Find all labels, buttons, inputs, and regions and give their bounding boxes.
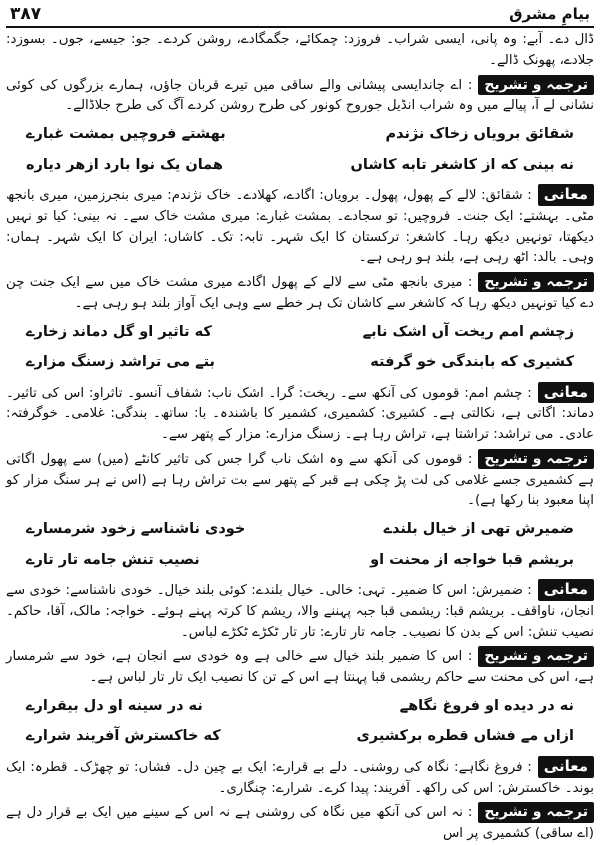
verse-first-half: نه بينی که از کاشغر تابه کاشاں bbox=[350, 156, 574, 173]
meanings-paragraph: معانی: شقائق: لالے کے پھول، پھول۔ برویاں: اگادے، کھلادے۔ خاک نژندم: میری بنجرزمین، میری بانجھ مٹی۔ بہشتے: ایک جنت۔ فروچیں: تو سجادے۔ بمشت غبارے: میری مشت خاک سے۔ نہ بینی: کیا تو نہیں دیکھتا، تونہیں دیکھ رہا۔ کاشغر: ترکستان کا ایک شہر۔ تابہ: تک۔ کاشاں: ایران کا ایک شہر۔ ہماں: وہی۔ بالد: اٹھ رہی ہے، بلند ہو رہی ہے۔ bbox=[6, 185, 594, 266]
persian-verse bbox=[26, 321, 574, 343]
verse-second-half: بتے می تراشد زسنگ مزارے bbox=[26, 354, 215, 371]
translation-paragraph: ترجمہ و تشریح: قوموں کی آنکھ سے وہ اشک ناب گرا جس کی تاثیر کانٹے (میں) سے پھول اگاتی ہے کشمیری جسے غلامی کی لت پڑ چکی ہے قبر کے پتھر سے بت تراش رہا ہے (اس نے ہر سنگ مزار کو اپنا معبود بنا رکھا ہے)۔ bbox=[6, 450, 594, 509]
page-header bbox=[6, 4, 594, 28]
verse-second-half: همان يک نوا بارد ازهر دياره bbox=[26, 156, 223, 173]
meanings-paragraph: معانی: ضمیرش: اس کا ضمیر۔ تہی: خالی۔ خیال بلندے: کوئی بلند خیال۔ خودی ناشناسے: خودی سے انجان، ناواقف۔ بریشم قبا: ریشمی قبا جبہ پہننے والا، ریشم کا کرتہ پہنے ہوئے۔ خواجہ: مالک، آقا، حاکم۔ نصیب تنش: اس کے بدن کا نصیب۔ جامہ تار تارے: تار تار ٹکڑے ٹکڑے لباس۔ bbox=[6, 580, 594, 640]
meanings-label: معانی bbox=[538, 382, 594, 404]
verse-first-half: نه در ديده او فروغ نگاهے bbox=[399, 697, 574, 714]
page-content bbox=[6, 30, 594, 842]
persian-verse bbox=[26, 518, 574, 540]
page-number: ۳۸۷ bbox=[10, 4, 42, 24]
verse-second-half: خودی ناشناسے زخود شرمسارے bbox=[26, 521, 246, 538]
translation-label: ترجمہ و تشریح bbox=[478, 646, 594, 666]
verse-first-half: ازاں مے فشاں قطره برکشيری bbox=[356, 728, 574, 745]
verse-first-half: کشيری که بابندگی خو گرفته bbox=[370, 354, 574, 371]
persian-verse bbox=[26, 549, 574, 571]
persian-verse bbox=[26, 351, 574, 373]
translation-paragraph: ترجمہ و تشریح: میری بانجھ مٹی سے لالے کے پھول اگادے میری مشت خاک میں سے ایک جنت چن دے کیا تونہیں دیکھ رہا کہ کاشغر سے کاشان تک ہر خطے سے وہی ایک آواز بلند ہو رہی ہے۔ bbox=[6, 274, 594, 311]
verse-first-half: شقائق بروياں زخاک نژندم bbox=[385, 126, 574, 143]
meanings-label: معانی bbox=[538, 579, 594, 601]
verse-second-half: که خاکسترش آفريند شرارے bbox=[26, 728, 221, 745]
translation-paragraph: ترجمہ و تشریح: اس کا ضمیر بلند خیال سے خالی ہے وہ خودی سے انجان ہے، خود سے شرمسار ہے، اس کی محنت سے حاکم ریشمی قبا پہنتا ہے اس کے تن کا نصیب ایک تار تار لباس ہے۔ bbox=[6, 648, 594, 686]
paragraph: ڈال دے۔ آبے: وہ پانی، ایسی شراب۔ فروزد: چمکائے، جگمگادے، روشن کردے۔ جو: جیسے، جوں۔ بسوزد: جلادے، پھونک ڈالے۔ bbox=[6, 32, 594, 68]
verse-first-half: زچشم امم ريخت آں اشک نابے bbox=[362, 323, 574, 340]
meanings-label: معانی bbox=[538, 184, 594, 206]
verse-first-half: بريشم قبا خواجه از محنت او bbox=[370, 551, 574, 568]
translation-label: ترجمہ و تشریح bbox=[478, 272, 594, 292]
translation-label: ترجمہ و تشریح bbox=[478, 75, 594, 95]
meanings-label: معانی bbox=[538, 756, 594, 778]
verse-second-half: بهشتے فروچيں بمشت غبارے bbox=[26, 126, 226, 143]
verse-first-half: ضميرش تهی از خيال بلندے bbox=[383, 521, 574, 538]
translation-label: ترجمہ و تشریح bbox=[478, 802, 594, 822]
translation-paragraph: ترجمہ و تشریح: اے چاندایسی پیشانی والے ساقی میں تیرے قربان جاؤں، ہمارے بزرگوں کی کوئی نشانی لے آ، پیالے میں وہ شراب انڈیل جوروح کونور کی طرح روشن کردے آگ کی طرح جلاڈالے۔ bbox=[6, 76, 594, 114]
persian-verse bbox=[26, 123, 574, 145]
translation-paragraph: ترجمہ و تشریح: نہ اس کی آنکھ میں نگاہ کی روشنی ہے نہ اس کے سینے میں ایک بے قرار دل ہے (اے ساقی) کشمیری پر اس bbox=[6, 804, 594, 842]
translation-label: ترجمہ و تشریح bbox=[478, 449, 594, 469]
persian-verse bbox=[26, 154, 574, 176]
meanings-paragraph: معانی: چشم امم: قوموں کی آنکھ سے۔ ریخت: گرا۔ اشک ناب: شفاف آنسو۔ تاثراو: اس کی تاثیر۔ دماند: اگاتی ہے، نکالتی ہے۔ کشیری: کشمیری، کشمیر کا باشندہ۔ با: ساتھ۔ بندگی: غلامی۔ خوگرفتہ: عادی۔ می تراشد: تراشتا ہے، تراش رہا ہے۔ زسنگ مزارے: مزار کے پتھر سے۔ bbox=[6, 382, 594, 443]
persian-verse bbox=[26, 725, 574, 747]
verse-second-half: نصيب تنش جامه تار تارے bbox=[26, 551, 200, 568]
verse-second-half: نه در سينه او دل بيقرارے bbox=[26, 697, 203, 714]
running-head: بیامِ مشرق bbox=[509, 5, 590, 23]
persian-verse bbox=[26, 695, 574, 717]
verse-second-half: که تاثير او گل دماند زخارے bbox=[26, 323, 212, 340]
meanings-paragraph: معانی: فروغ نگاہے: نگاہ کی روشنی۔ دلے بے قرارے: ایک بے چین دل۔ فشاں: تو چھڑک۔ قطرہ: ایک بوند۔ خاکسترش: اس کی راکھ۔ آفریند: پیدا کرے۔ شرارے: چنگاری۔ bbox=[6, 756, 594, 796]
